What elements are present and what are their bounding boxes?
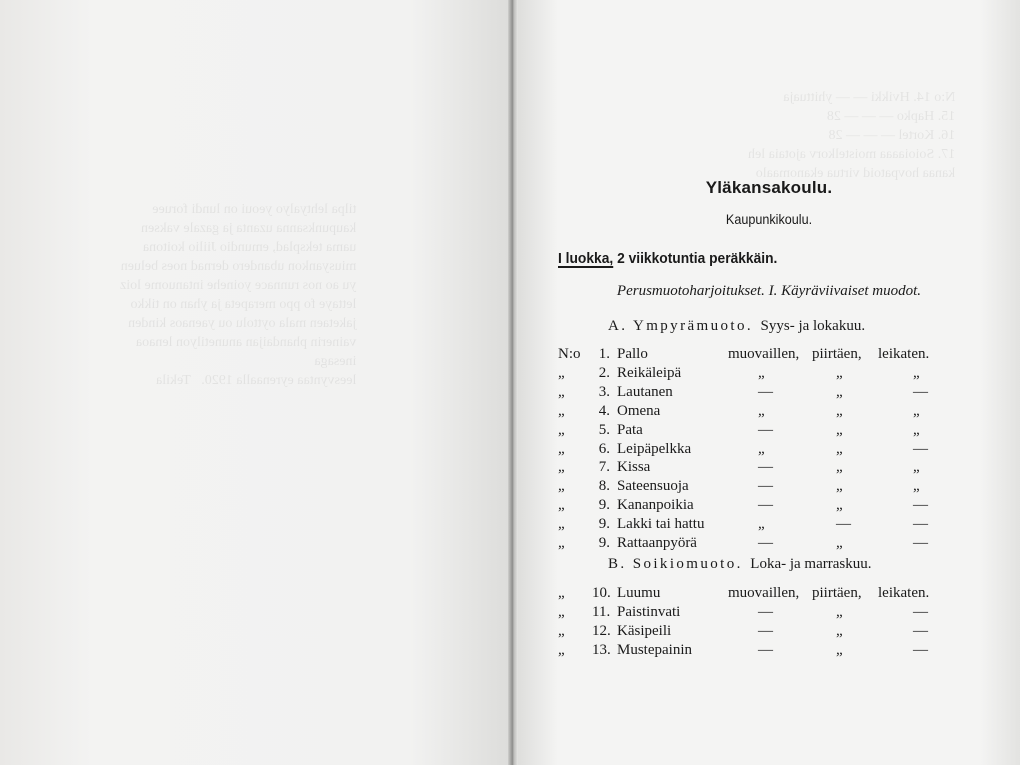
row-col-modelling: „	[758, 364, 765, 381]
list-item	[518, 364, 1020, 383]
row-prefix: „	[558, 383, 565, 400]
row-name: Sateensuoja	[617, 478, 689, 495]
row-col-cutting: „	[913, 459, 920, 476]
list-item	[518, 458, 1020, 477]
row-number: 9.	[598, 535, 610, 551]
list-item	[518, 402, 1020, 421]
show-through-text: tilpa lehtyalyo yeoui on lundi foruee kaupunksanna uzanta ja gazale vaksen uama teksplad, emundio Jiilio koitona miusyankon ubandero dernad noes beluen yu ao nos runnace yoinehe intanuome loiz lettaye fo ppo merapeta ja yhan on tikko jaketaen mala oyttolu ou yaenaos kinden vainerin phandaijan anunetilyon lenaoa inesaga leesvyntaa eyrenaalla 1920. Tekila	[120, 202, 357, 388]
page-subtitle: Kaupunkikoulu.	[725, 211, 813, 227]
row-col-cutting: —	[913, 622, 928, 639]
row-name: Pata	[617, 421, 643, 438]
row-number: 10.	[592, 585, 611, 601]
row-prefix: „	[558, 364, 565, 381]
row-col-cutting: leikaten.	[878, 346, 930, 362]
row-prefix: N:o	[558, 346, 581, 362]
row-col-cutting: „	[913, 478, 920, 495]
row-col-drawing: „	[836, 440, 843, 457]
row-col-modelling: —	[758, 603, 773, 620]
row-prefix: „	[558, 478, 565, 495]
row-number: 5.	[598, 421, 610, 438]
row-col-modelling: —	[758, 459, 773, 476]
section-b-period: Loka- ja marraskuu.	[750, 556, 872, 572]
row-prefix: „	[558, 421, 565, 438]
row-col-drawing: „	[836, 622, 843, 639]
row-col-modelling: muovaillen,	[728, 346, 800, 362]
row-name: Käsipeili	[617, 622, 672, 639]
list-item	[518, 515, 1020, 534]
row-number: 3.	[598, 383, 610, 400]
row-col-cutting: leikaten.	[878, 585, 930, 601]
row-col-drawing: „	[836, 603, 843, 620]
section-a-period: Syys- ja lokakuu.	[760, 318, 866, 334]
row-number: 11.	[592, 603, 611, 620]
row-prefix: „	[558, 585, 565, 601]
show-through-text: N:o 14. Hvikki — — yhittuaja 15. Hapko — — — 28 16. Kortel — — — 28 17. Soioiaaaa moistelkorv ajotaia leh kanaa hovpatoid virtua ekanomaalo	[748, 90, 956, 181]
row-prefix: „	[558, 459, 565, 476]
row-name: Pallo	[617, 346, 648, 362]
class-heading	[558, 250, 777, 267]
row-name: Leipäpelkka	[617, 440, 692, 457]
row-prefix: „	[558, 440, 565, 457]
class-heading-rest: 2 viikkotuntia peräkkäin.	[617, 250, 778, 267]
row-col-modelling: —	[758, 421, 773, 438]
row-col-cutting: —	[913, 603, 928, 620]
row-col-modelling: —	[758, 478, 773, 495]
row-col-modelling: —	[758, 383, 773, 400]
row-col-drawing: „	[836, 459, 843, 476]
row-number: 9.	[598, 516, 610, 533]
row-number: 9.	[598, 497, 610, 514]
row-number: 13.	[592, 641, 611, 658]
row-col-drawing: „	[836, 383, 843, 400]
row-col-cutting: —	[913, 641, 928, 658]
row-prefix: „	[558, 497, 565, 514]
list-item	[518, 534, 1020, 553]
row-col-drawing: „	[836, 497, 843, 514]
row-col-cutting: —	[913, 516, 928, 533]
section-a-heading	[608, 318, 865, 335]
row-col-drawing: „	[836, 364, 843, 381]
row-col-drawing: „	[836, 641, 843, 658]
row-number: 4.	[598, 402, 610, 419]
row-number: 6.	[598, 440, 610, 457]
row-col-modelling: —	[758, 622, 773, 639]
list-item	[518, 622, 1020, 641]
list-item	[518, 421, 1020, 440]
row-number: 12.	[592, 622, 611, 639]
list-item	[518, 496, 1020, 515]
row-col-modelling: —	[758, 497, 773, 514]
row-col-modelling: „	[758, 440, 765, 457]
row-name: Omena	[617, 402, 661, 419]
section-a-name: A. Ympyrämuoto.	[608, 318, 754, 334]
row-prefix: „	[558, 641, 565, 658]
list-item	[518, 584, 1020, 603]
row-name: Rattaanpyörä	[617, 535, 697, 551]
row-col-drawing: „	[836, 478, 843, 495]
row-col-cutting: „	[913, 402, 920, 419]
row-name: Luumu	[617, 585, 661, 601]
row-prefix: „	[558, 603, 565, 620]
row-number: 1.	[598, 346, 610, 362]
row-col-cutting: —	[913, 497, 928, 514]
page-title: Yläkansakoulu.	[705, 178, 833, 197]
list-item	[518, 345, 1020, 364]
row-col-cutting: —	[913, 383, 928, 400]
row-name: Kananpoikia	[617, 497, 694, 514]
list-item	[518, 603, 1020, 622]
row-number: 2.	[598, 364, 610, 381]
row-number: 7.	[598, 459, 610, 476]
row-name: Mustepainin	[617, 641, 692, 658]
document-content	[518, 0, 1020, 765]
row-col-modelling: muovaillen,	[728, 585, 800, 601]
row-col-drawing: piirtäen,	[812, 346, 862, 362]
row-col-drawing: piirtäen,	[812, 585, 862, 601]
row-prefix: „	[558, 535, 565, 551]
row-col-modelling: „	[758, 516, 765, 533]
list-item	[518, 477, 1020, 496]
row-number: 8.	[598, 478, 610, 495]
list-item	[518, 383, 1020, 402]
class-heading-underlined: I luokka,	[558, 250, 614, 267]
section-italic-heading: Perusmuotoharjoitukset. I. Käyräviivaiset muodot.	[616, 283, 922, 299]
row-col-modelling: „	[758, 402, 765, 419]
book-gutter	[508, 0, 518, 765]
row-col-cutting: „	[913, 364, 920, 381]
row-col-cutting: —	[913, 440, 928, 457]
section-b-heading	[608, 556, 871, 573]
row-col-drawing: „	[836, 421, 843, 438]
row-name: Reikäleipä	[617, 364, 682, 381]
row-col-drawing: —	[836, 516, 851, 533]
row-name: Lakki tai hattu	[617, 516, 705, 533]
list-item	[518, 440, 1020, 459]
row-col-drawing: „	[836, 402, 843, 419]
row-prefix: „	[558, 622, 565, 639]
row-col-modelling: —	[758, 641, 773, 658]
row-name: Lautanen	[617, 383, 673, 400]
row-name: Paistinvati	[617, 603, 681, 620]
row-prefix: „	[558, 402, 565, 419]
row-col-cutting: „	[913, 421, 920, 438]
row-col-drawing: „	[836, 535, 843, 551]
list-item	[518, 641, 1020, 660]
row-name: Kissa	[617, 459, 651, 476]
row-col-cutting: —	[913, 535, 928, 551]
row-prefix: „	[558, 516, 565, 533]
row-col-modelling: —	[758, 535, 773, 551]
section-b-name: B. Soikiomuoto.	[608, 556, 743, 572]
